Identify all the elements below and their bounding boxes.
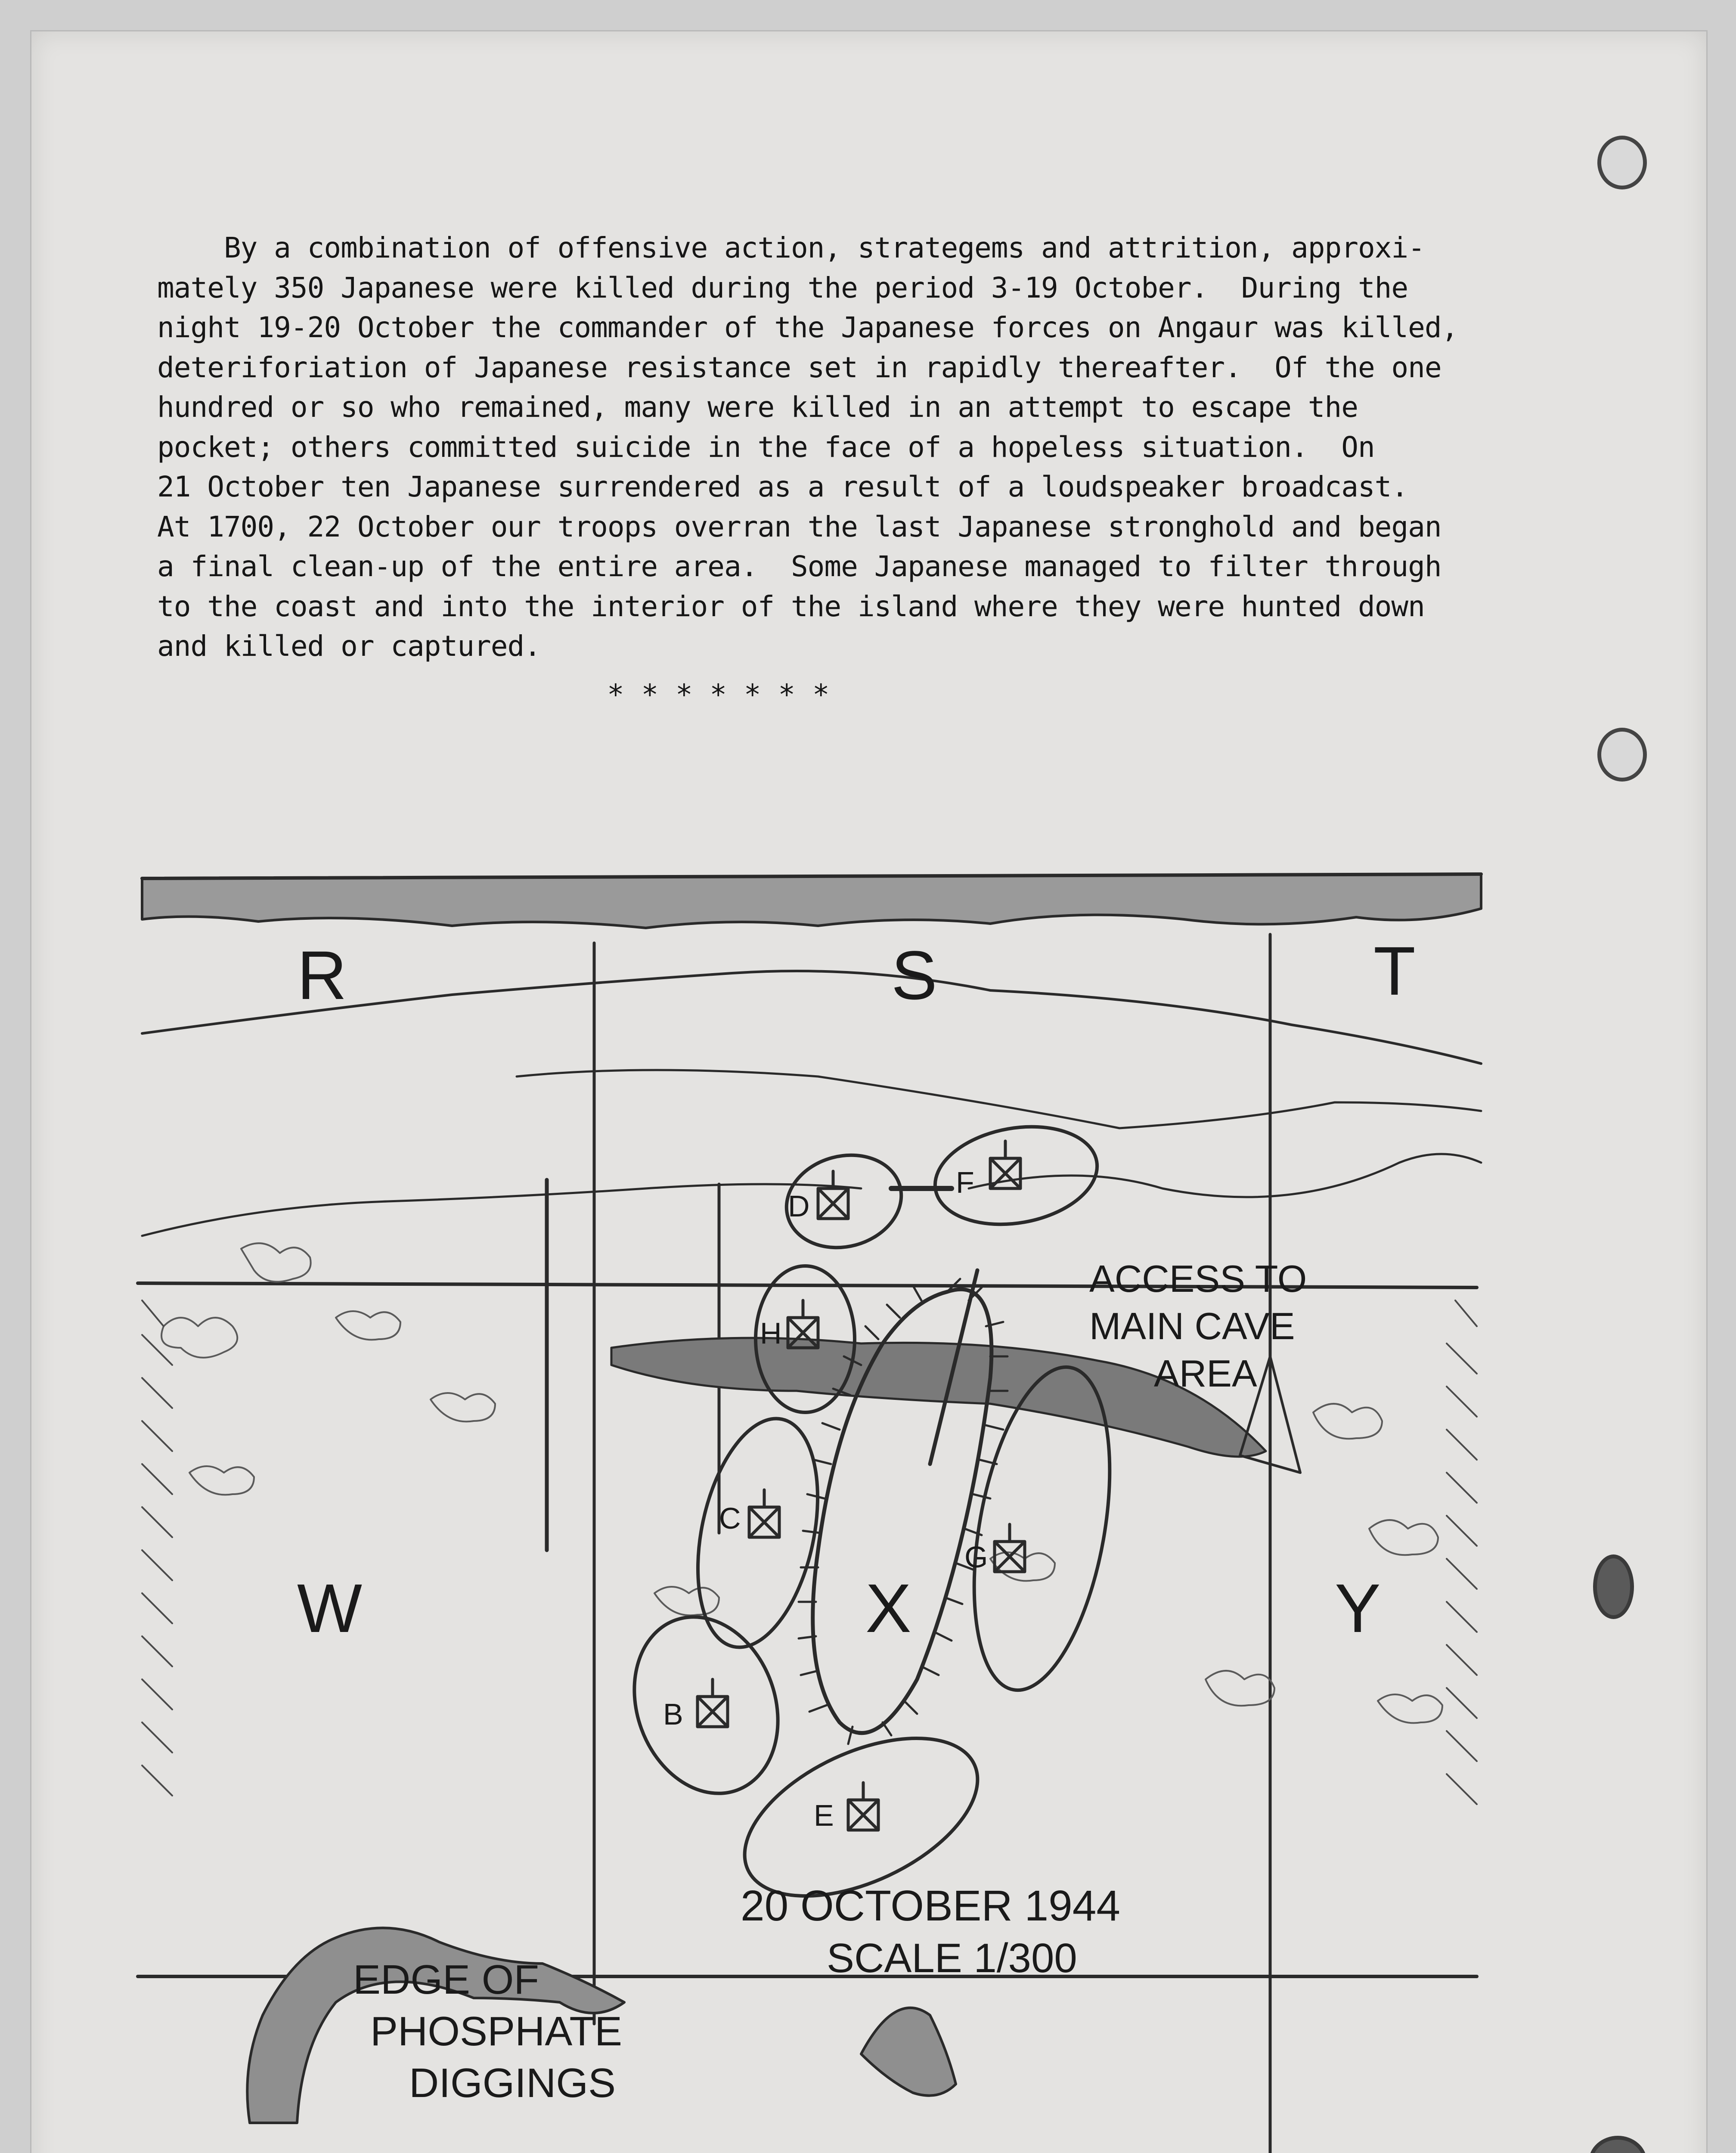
unit-label-h: H xyxy=(760,1316,782,1350)
access-label-line: AREA xyxy=(1154,1352,1257,1395)
unit-label-d: D xyxy=(788,1189,810,1223)
section-separator: * * * * * * * xyxy=(607,678,830,711)
access-label-line: ACCESS TO xyxy=(1089,1257,1307,1300)
map-scale-label: SCALE 1/300 xyxy=(827,1935,1077,1981)
edge-label-line: DIGGINGS xyxy=(409,2060,616,2106)
access-label-line: MAIN CAVE xyxy=(1089,1305,1295,1347)
contour-line xyxy=(142,1184,861,1236)
text-line: 21 October ten Japanese surrendered as a result of a loudspeaker broadcast. xyxy=(157,470,1408,503)
text-line: By a combination of offensive action, strategems and attrition, approxi- xyxy=(157,231,1425,264)
text-line: night 19-20 October the commander of the Japanese forces on Angaur was killed, xyxy=(157,311,1458,344)
grid-letter-s: S xyxy=(891,937,937,1014)
map-date-label: 20 OCTOBER 1944 xyxy=(741,1882,1120,1930)
edge-label-line: EDGE OF xyxy=(353,1957,539,2003)
unit-label-c: C xyxy=(719,1502,741,1535)
text-line: pocket; others committed suicide in the face of a hopeless situation. On xyxy=(157,430,1375,464)
grid-letter-r: R xyxy=(297,937,347,1014)
ridge-hatching xyxy=(142,874,1481,928)
edge-label-line: PHOSPHATE xyxy=(370,2008,622,2054)
text-line: deteriforiation of Japanese resistance set in rapidly thereafter. Of the one xyxy=(157,351,1442,384)
text-line: hundred or so who remained, many were killed in an attempt to escape the xyxy=(157,391,1358,424)
grid-letter-t: T xyxy=(1373,932,1416,1009)
text-line: to the coast and into the interior of the island where they were hunted down xyxy=(157,589,1425,623)
phosphate-diggings-right xyxy=(861,2008,956,2096)
grid-letter-w: W xyxy=(297,1570,363,1647)
unit-label-g: G xyxy=(964,1540,988,1574)
unit-label-f: F xyxy=(956,1166,974,1199)
grid-letter-x: X xyxy=(865,1570,911,1647)
text-line: mately 350 Japanese were killed during the period 3-19 October. During the xyxy=(157,271,1408,304)
contour-line xyxy=(969,1154,1481,1197)
text-line: a final clean-up of the entire area. Some Japanese managed to filter through xyxy=(157,550,1442,583)
grid-letter-y: Y xyxy=(1335,1570,1381,1647)
text-line: and killed or captured. xyxy=(157,630,541,663)
contour-line xyxy=(517,1070,1481,1128)
unit-label-e: E xyxy=(814,1799,834,1832)
text-line: At 1700, 22 October our troops overran the last Japanese stronghold and began xyxy=(157,510,1442,543)
unit-label-b: B xyxy=(663,1697,683,1731)
